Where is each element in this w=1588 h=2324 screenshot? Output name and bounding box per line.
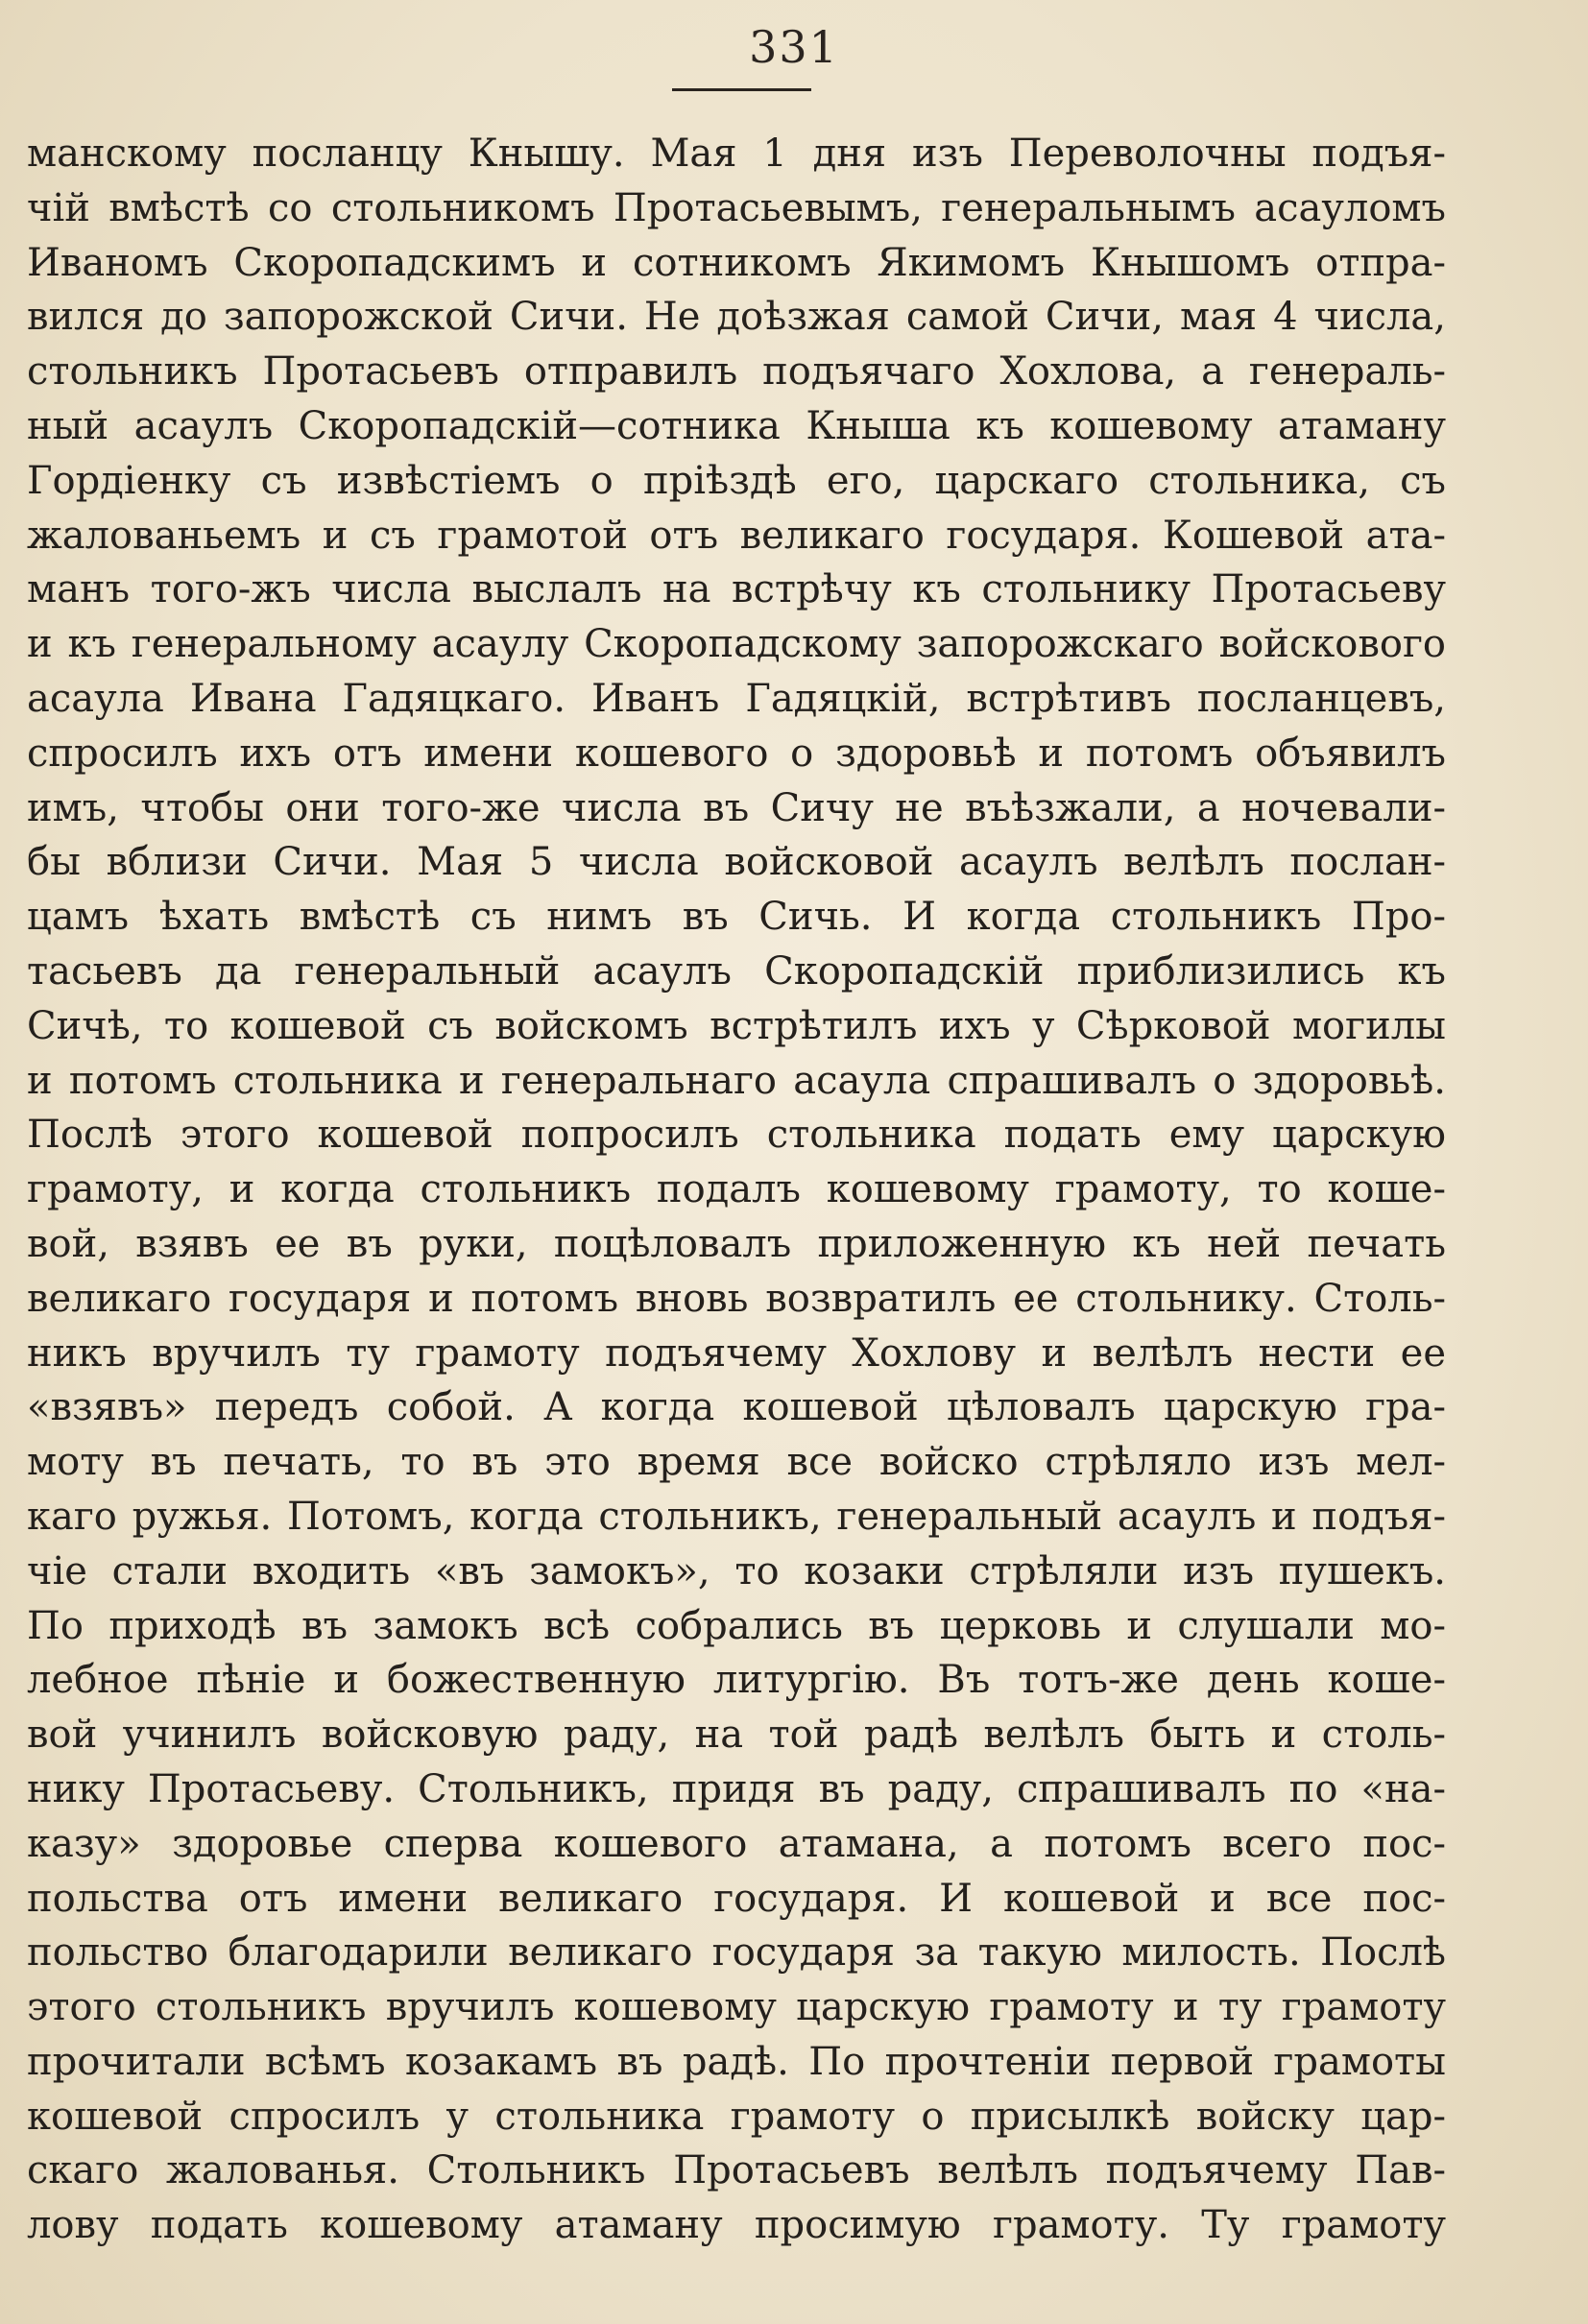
text-line: чій вмѣстѣ со стольникомъ Протасьевымъ, генеральнымъ асауломъ — [27, 185, 1446, 230]
text-line: нику Протасьеву. Стольникъ, придя въ раду, спрашивалъ по «на- — [27, 1766, 1446, 1811]
text-line: Гордіенку съ извѣстіемъ о пріѣздѣ его, царскаго стольника, съ — [27, 458, 1446, 503]
text-line: По приходѣ въ замокъ всѣ собрались въ церковь и слушали мо- — [27, 1603, 1446, 1648]
text-line: прочитали всѣмъ козакамъ въ радѣ. По прочтеніи первой грамоты — [27, 2039, 1446, 2084]
text-line: польства отъ имени великаго государя. И кошевой и все пос- — [27, 1876, 1446, 1921]
text-line: спросилъ ихъ отъ имени кошевого о здоровьѣ и потомъ объявилъ — [27, 731, 1446, 776]
text-line: чіе стали входить «въ замокъ», то козаки стрѣляли изъ пушекъ. — [27, 1548, 1446, 1593]
text-line: «взявъ» передъ собой. А когда кошевой цѣловалъ царскую гра- — [27, 1385, 1446, 1430]
text-line: манъ того-жъ числа выслалъ на встрѣчу къ стольнику Протасьеву — [27, 567, 1446, 612]
text-line: казу» здоровье сперва кошевого атамана, а потомъ всего пос- — [27, 1821, 1446, 1866]
text-line: ный асаулъ Скоропадскій—сотника Кныша къ кошевому атаману — [27, 403, 1446, 448]
text-line: моту въ печать, то въ это время все войско стрѣляло изъ мел- — [27, 1440, 1446, 1485]
text-line: вился до запорожской Сичи. Не доѣзжая самой Сичи, мая 4 числа, — [27, 295, 1446, 340]
text-line: лову подать кошевому атаману просимую грамоту. Ту грамоту — [27, 2203, 1446, 2248]
body-text — [27, 127, 1446, 2253]
text-line: никъ вручилъ ту грамоту подъячему Хохлову и велѣлъ нести ее — [27, 1330, 1446, 1376]
page-number: 331 — [749, 21, 839, 73]
text-line: манскому посланцу Кнышу. Мая 1 дня изъ Переволочны подъя- — [27, 132, 1446, 176]
text-line: жалованьемъ и съ грамотой отъ великаго государя. Кошевой ата- — [27, 513, 1446, 558]
text-line: великаго государя и потомъ вновь возвратилъ ее стольнику. Столь- — [27, 1276, 1446, 1321]
text-line: вой, взявъ ее въ руки, поцѣловалъ приложенную къ ней печать — [27, 1221, 1446, 1266]
text-line: каго ружья. Потомъ, когда стольникъ, генеральный асаулъ и подъя- — [27, 1494, 1446, 1539]
text-line: вой учинилъ войсковую раду, на той радѣ велѣлъ быть и столь- — [27, 1713, 1446, 1758]
text-line: асаула Ивана Гадяцкаго. Иванъ Гадяцкій, встрѣтивъ посланцевъ, — [27, 676, 1446, 721]
text-line: грамоту, и когда стольникъ подалъ кошевому грамоту, то коше- — [27, 1167, 1446, 1212]
header-rule — [672, 88, 811, 91]
text-line: бы вблизи Сичи. Мая 5 числа войсковой асаулъ велѣлъ послан- — [27, 840, 1446, 885]
text-line: польство благодарили великаго государя за такую милость. Послѣ — [27, 1930, 1446, 1976]
text-line: стольникъ Протасьевъ отправилъ подъячаго Хохлова, а генераль- — [27, 349, 1446, 395]
text-line: этого стольникъ вручилъ кошевому царскую грамоту и ту грамоту — [27, 1985, 1446, 2030]
text-line: скаго жалованья. Стольникъ Протасьевъ велѣлъ подъячему Пав- — [27, 2148, 1446, 2193]
text-line: Сичѣ, то кошевой съ войскомъ встрѣтилъ ихъ у Сѣрковой могилы — [27, 1003, 1446, 1048]
text-line: и потомъ стольника и генеральнаго асаула спрашивалъ о здоровьѣ. — [27, 1058, 1446, 1103]
text-line: цамъ ѣхать вмѣстѣ съ нимъ въ Сичь. И когда стольникъ Про- — [27, 895, 1446, 940]
text-line: тасьевъ да генеральный асаулъ Скоропадскій приблизились къ — [27, 948, 1446, 994]
text-line: кошевой спросилъ у стольника грамоту о присылкѣ войску цар- — [27, 2094, 1446, 2139]
text-line: и къ генеральному асаулу Скоропадскому запорожскаго войскового — [27, 622, 1446, 667]
text-line: Послѣ этого кошевой попросилъ стольника подать ему царскую — [27, 1113, 1446, 1158]
text-line: Иваномъ Скоропадскимъ и сотникомъ Якимомъ Кнышомъ отпра- — [27, 240, 1446, 285]
text-line: имъ, чтобы они того-же числа въ Сичу не въѣзжали, а ночевали- — [27, 785, 1446, 830]
text-line: лебное пѣніе и божественную литургію. Въ тотъ-же день коше- — [27, 1658, 1446, 1703]
